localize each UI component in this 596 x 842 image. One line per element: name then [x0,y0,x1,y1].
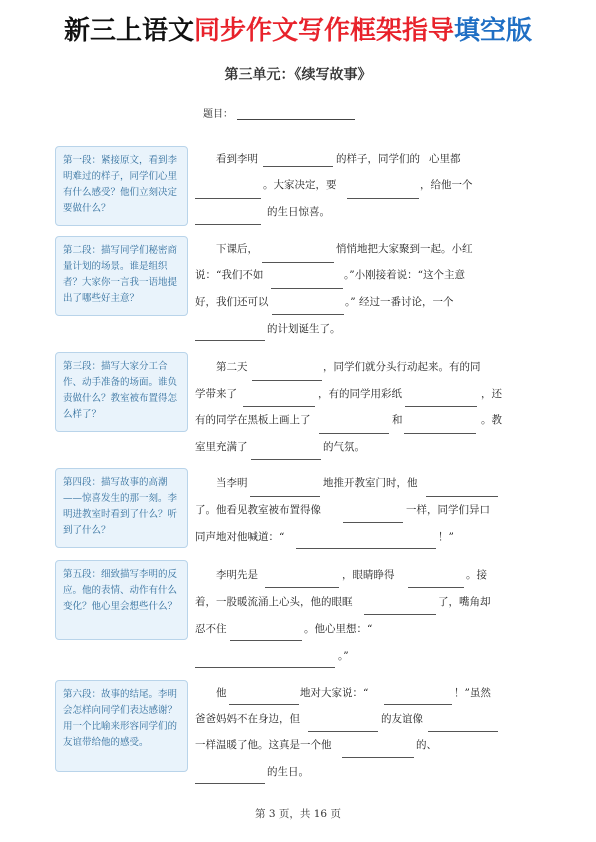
topic-line [203,105,355,120]
p4-text: 地推开教室门时，他 [323,477,418,489]
p5-blank[interactable] [230,640,302,641]
p2-text: 的计划诞生了。 [267,323,341,335]
page-footer: 第 3 页，共 16 页 [255,808,341,820]
p2-blank[interactable] [195,340,265,341]
p3-text: ，同学们就分头行动起来。有的同 [323,361,481,373]
p5-text: 着，一股暖流涌上心头，他的眼眶 [195,596,353,608]
guide-note-6: 第六段：故事的结尾。李明会怎样向同学们表达感谢？用一个比喻来形容同学们的友谊带给他的感受。 [55,680,188,772]
p4-blank[interactable] [296,548,436,549]
p4-blank[interactable] [250,496,320,497]
p3-text: 有的同学在黑板上画上了 [195,414,311,426]
p5-blank[interactable] [408,587,464,588]
guide-note-2: 第二段：描写同学们秘密商量计划的场景。谁是组织者？大家你一言我一语地提出了哪些好主意？ [55,236,188,316]
p4-text: 一样，同学们异口 [406,504,490,516]
p1-text: 。大家决定，要 [263,179,337,191]
p1-text: 看到李明 [216,153,258,165]
p3-blank[interactable] [251,459,321,460]
p3-blank[interactable] [405,406,477,407]
p2-text: 好，我们还可以 [195,296,269,308]
p5-text: 。他心里想：“ [304,623,373,635]
p6-text: ！”虽然 [454,687,491,699]
banner-part-grade: 新三上语文 [63,16,194,46]
p6-text: 的生日。 [267,766,309,778]
p5-text: 。接 [466,569,487,581]
p6-blank[interactable] [308,731,378,732]
p6-text: 他 [216,687,227,699]
p3-text: 。教 [481,414,502,426]
p4-text: 了。他看见教室被布置得像 [195,504,321,516]
p1-text: 心里都 [429,153,461,165]
p3-text: 第二天 [216,361,248,373]
p3-text: 的气氛。 [323,441,365,453]
p1-blank[interactable] [263,166,333,167]
p6-text: 地对大家说：“ [300,687,369,699]
p6-text: 的、 [416,739,437,751]
p1-blank[interactable] [195,224,261,225]
p3-text: ，有的同学用彩纸 [318,388,402,400]
p5-text: 李明先是 [216,569,258,581]
banner-part-guide: 同步作文写作框架指导 [193,16,454,46]
p6-blank[interactable] [428,731,498,732]
p3-text: 和 [392,414,403,426]
banner-part-edition: 填空版 [454,16,533,46]
p4-text: ！” [438,531,454,543]
p6-text: 的友谊像 [381,713,423,725]
p1-text: 的样子，同学们的 [336,153,420,165]
p4-text: 当李明 [216,477,248,489]
p2-text: 悄悄地把大家聚到一起。小红 [336,243,473,255]
p2-blank[interactable] [271,288,343,289]
p3-text: 学带来了 [195,388,237,400]
p1-blank[interactable] [347,198,419,199]
guide-note-3: 第三段：描写大家分工合作、动手准备的场面。谁负责做什么？教室被布置得怎么样了？ [55,352,188,432]
p2-text: 说：“我们不如 [195,269,264,281]
p6-text: 一样温暖了他。这真是一个他 [195,739,332,751]
p3-text: 室里充满了 [195,441,248,453]
p6-blank[interactable] [195,783,265,784]
p6-blank[interactable] [229,704,299,705]
p4-blank[interactable] [426,496,498,497]
p5-blank[interactable] [195,667,335,668]
guide-note-1: 第一段：紧接原文，看到李明难过的样子，同学们心里有什么感受？他们立刻决定要做什么？ [55,146,188,226]
p5-blank[interactable] [364,614,436,615]
p5-text: ，眼睛睁得 [342,569,395,581]
unit-title: 第三单元：《续写故事》 [224,67,372,83]
p2-blank[interactable] [262,262,334,263]
topic-label: 题目： [203,109,233,120]
topic-blank[interactable] [237,107,355,120]
p4-blank[interactable] [343,522,403,523]
p2-text: 下课后， [216,243,258,255]
p2-text: 。”小刚接着说：“这个主意 [344,269,465,281]
p6-text: 爸爸妈妈不在身边，但 [195,713,300,725]
p3-blank[interactable] [319,433,389,434]
p6-blank[interactable] [384,704,452,705]
guide-note-4: 第四段：描写故事的高潮——惊喜发生的那一刻。李明进教室时看到了什么？听到了什么？ [55,468,188,548]
p3-blank[interactable] [243,406,315,407]
p3-text: ，还 [481,388,502,400]
p5-text: 了，嘴角却 [438,596,491,608]
p6-blank[interactable] [342,757,414,758]
p3-blank[interactable] [252,380,322,381]
p2-blank[interactable] [272,314,344,315]
p5-text: 。” [338,650,349,662]
p4-text: 同声地对他喊道：“ [195,531,285,543]
guide-note-5: 第五段：细致描写李明的反应。他的表情、动作有什么变化？他心里会想些什么？ [55,560,188,640]
p5-blank[interactable] [265,587,339,588]
p2-text: 。” 经过一番讨论，一个 [345,296,454,308]
page-banner-title [0,14,596,48]
p1-text: 的生日惊喜。 [267,206,330,218]
p1-text: ，给他一个 [420,179,473,191]
p1-blank[interactable] [195,198,261,199]
p3-blank[interactable] [404,433,476,434]
p5-text: 忍不住 [195,623,227,635]
